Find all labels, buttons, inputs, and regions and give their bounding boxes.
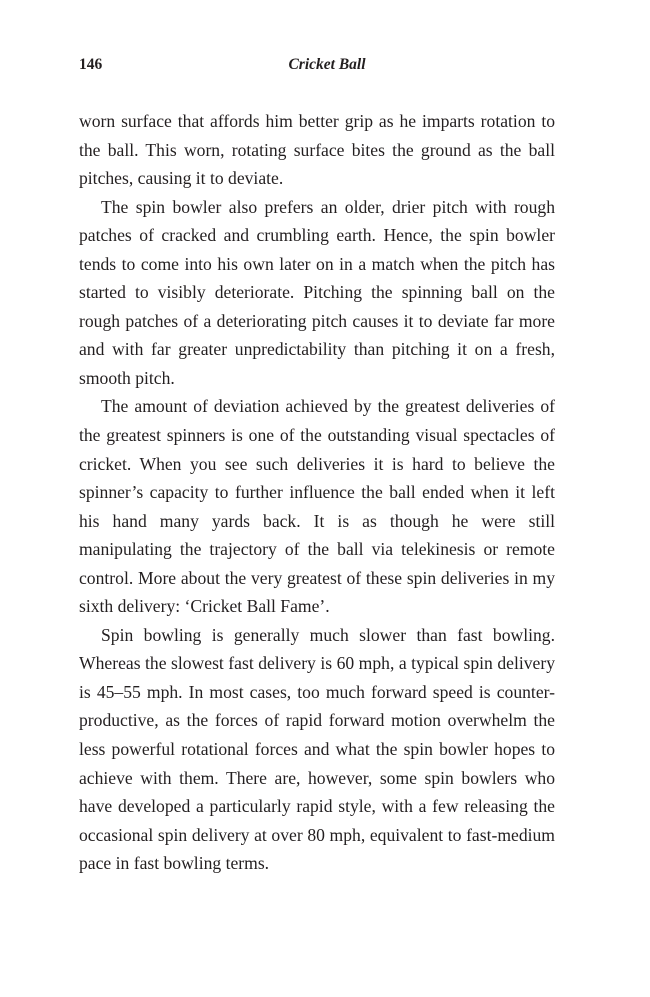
running-title: Cricket Ball <box>288 56 366 73</box>
page-number: 146 <box>79 56 103 73</box>
body-text <box>79 107 555 878</box>
paragraph-continuation: worn surface that affords him better grip as he imparts rotation to the ball. This worn, rotating surface bites the ground as the ball pitches, causing it to deviate. <box>79 111 555 189</box>
paragraph-deviation: The amount of deviation achieved by the greatest deliveries of the greatest spinners is one of the outstanding visual spectacles of cricket. When you see such deliveries it is hard to believe the spinner’s capacity to further influence the ball ended when it left his hand many yards back. It is as though he were still manipulating the trajectory of the ball via telekinesis or remote control. More about the very greatest of these spin deliveries in my sixth delivery: ‘Cricket Ball Fame’. <box>79 396 555 617</box>
paragraph-pitch-conditions: The spin bowler also prefers an older, drier pitch with rough patches of cracked and crumbling earth. Hence, the spin bowler tends to come into his own later on in a match when the pitch has started to visibly deteriorate. Pitching the spinning ball on the rough patches of a deteriorating pitch causes it to deviate far more and with far greater unpredictability than pitching it on a fresh, smooth pitch. <box>79 196 555 388</box>
paragraph-spin-speed: Spin bowling is generally much slower than fast bowling. Whereas the slowest fast delivery is 60 mph, a typical spin delivery is 45–55 mph. In most cases, too much forward speed is counter-productive, as the forces of rapid forward motion overwhelm the less powerful rotational forces and what the spin bowler hopes to achieve with them. There are, however, some spin bowlers who have developed a particularly rapid style, with a few releasing the occasional spin delivery at over 80 mph, equivalent to fast-medium pace in fast bowling terms. <box>79 624 555 874</box>
running-head <box>79 56 555 78</box>
